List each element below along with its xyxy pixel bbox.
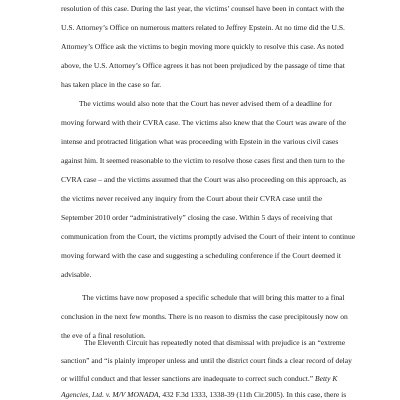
text-line: The victims would also note that the Court has never advised them of a deadline for [79, 99, 332, 108]
text-line: conclusion in the next few months. There is no reason to dismiss the case precipitously now on [61, 312, 348, 321]
text-line: communication from the Court, the victims promptly advised the Court of their intent to continue [61, 232, 356, 241]
text-line: Attorney’s Office ask the victims to begin moving more quickly to resolve this case. As noted [61, 42, 344, 51]
text-line: against him. It seemed reasonable to the victim to resolve those cases first and then turn to the [61, 156, 345, 165]
text-segment: or willful conduct and that lesser sanctions are inadequate to correct such conduct.” [61, 374, 314, 383]
text-line: CVRA case – and the victims assumed that the Court was also proceeding on this approach, as [61, 175, 347, 184]
text-line: has taken place in the case so far. [61, 80, 162, 89]
text-line: resolution of this case. During the last year, the victims’ counsel have been in contact with the [61, 4, 345, 13]
text-line: above, the U.S. Attorney’s Office agrees it has not been prejudiced by the passage of time that [61, 61, 345, 70]
text-line: advisable. [61, 270, 92, 279]
text-segment: 432 F.3d 1333, 1338-39 (11th Cir.2005). In this case, there is [160, 390, 347, 399]
text-line: intense and protracted litigation what was proceeding with Epstein in the various civil cases [61, 137, 339, 146]
text-line [61, 390, 346, 399]
case-citation: Agencies, Ltd. v. M/V MONADA, [61, 390, 161, 399]
text-line: U.S. Attorney’s Office on numerous matters related to Jeffrey Epstein. At no time did the U.S. [61, 23, 345, 32]
text-line: moving forward with their CVRA case. The victims also knew that the Court was aware of the [61, 118, 347, 127]
case-citation: Betty K [315, 374, 338, 383]
text-line [61, 374, 337, 383]
text-line: the victims never received any inquiry from the Court about their CVRA case until the [61, 194, 323, 203]
text-line: sanction” and “is plainly improper unless and until the district court finds a clear record of delay [61, 356, 352, 365]
text-line: September 2010 order “administratively” closing the case. Within 5 days of receiving that [61, 213, 333, 222]
text-line: The victims have now proposed a specific schedule that will bring this matter to a final [82, 293, 345, 302]
text-line: The Eleventh Circuit has repeatedly noted that dismissal with prejudice is an “extreme [84, 338, 346, 347]
text-line: the eve of a final resolution. [61, 331, 146, 340]
text-line: moving forward with the case and suggesting a scheduling conference if the Court deemed it [61, 251, 341, 260]
